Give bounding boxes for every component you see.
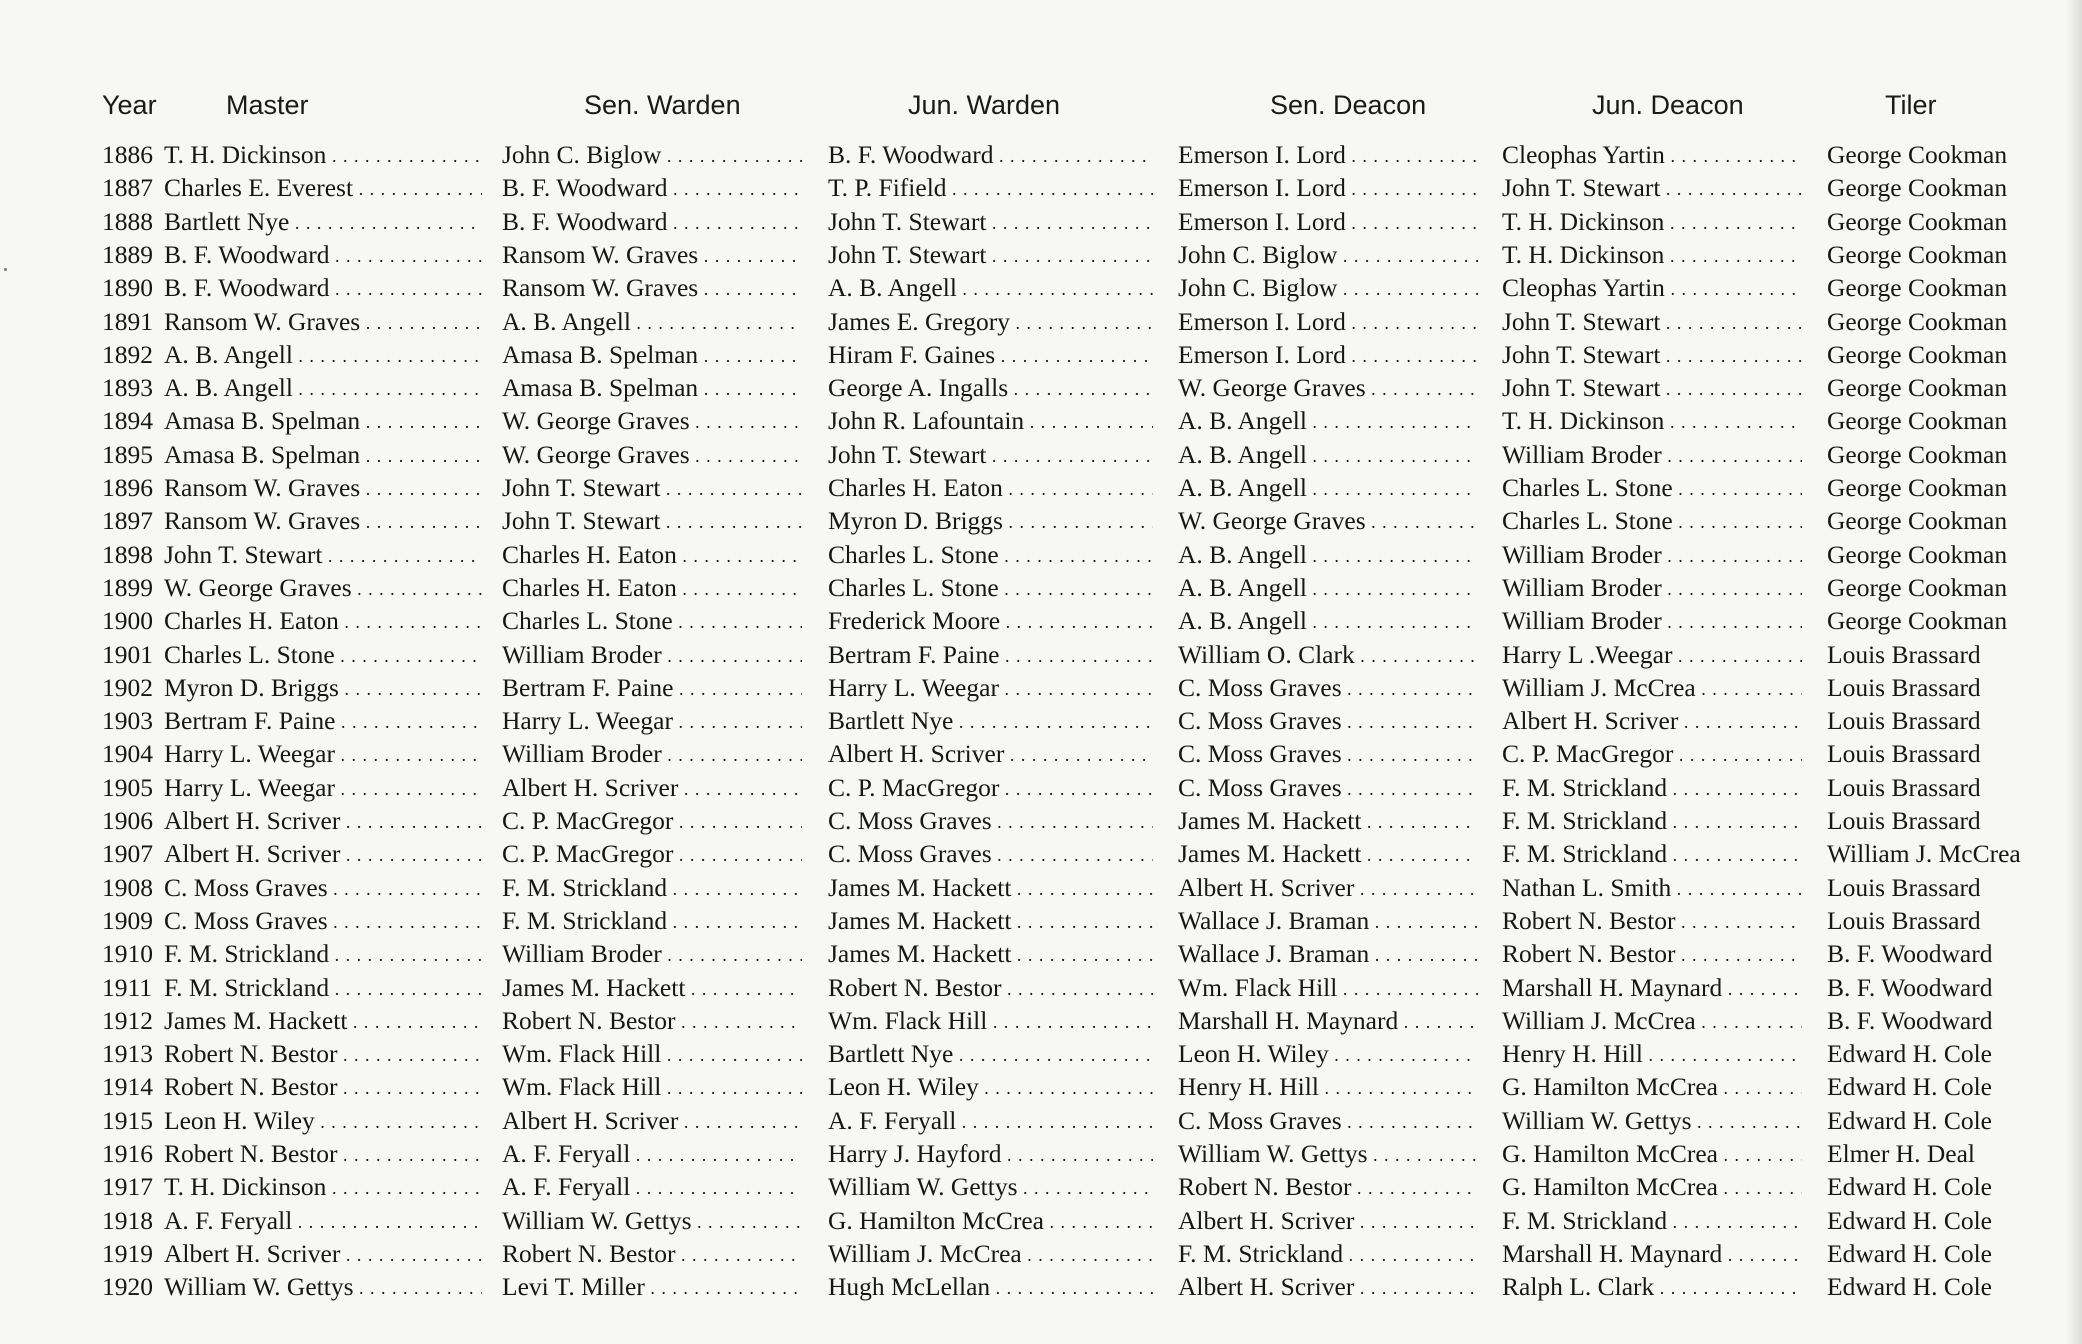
- sen-warden-cell: Levi T. Miller . . .: [502, 1270, 802, 1303]
- year-cell: 1906: [102, 806, 153, 835]
- tiler-cell: George Cookman: [1827, 173, 2008, 203]
- table-row: [0, 1070, 2082, 1103]
- jun-deacon-cell: William J. McCrea . . .: [1502, 1004, 1802, 1037]
- jun-deacon-cell: Marshall H. Maynard . . .: [1502, 1237, 1802, 1270]
- table-row: [0, 871, 2082, 904]
- year-cell: 1889: [102, 239, 153, 269]
- jun-warden-cell: Wm. Flack Hill . . .: [828, 1004, 1153, 1037]
- jun-deacon-cell: William J. McCrea . . .: [1502, 671, 1802, 704]
- table-row: [0, 438, 2082, 471]
- sen-warden-cell: B. F. Woodward . . .: [502, 171, 802, 204]
- sen-warden-cell: William Broder . . .: [502, 737, 802, 770]
- sen-deacon-cell: James M. Hackett . . .: [1178, 837, 1478, 870]
- year-cell: 1887: [102, 173, 153, 203]
- header-sen-deacon: Sen. Deacon: [1270, 90, 1427, 120]
- sen-warden-cell: Charles H. Eaton . . .: [502, 538, 802, 571]
- jun-warden-cell: Bartlett Nye . . .: [828, 1037, 1153, 1070]
- jun-warden-cell: B. F. Woodward . . .: [828, 138, 1153, 171]
- jun-deacon-cell: John T. Stewart . . .: [1502, 305, 1802, 338]
- tiler-cell: Louis Brassard: [1827, 872, 1981, 902]
- tiler-cell: Edward H. Cole: [1827, 1172, 1993, 1202]
- page-speck: [4, 268, 7, 271]
- header-master: Master: [226, 90, 309, 120]
- tiler-cell: Louis Brassard: [1827, 806, 1981, 835]
- tiler-cell: George Cookman: [1827, 373, 2008, 403]
- table-row: [0, 571, 2082, 604]
- master-cell: Charles E. Everest . . .: [164, 171, 482, 204]
- jun-warden-cell: John T. Stewart . . .: [828, 238, 1153, 271]
- jun-deacon-cell: Cleophas Yartin . . .: [1502, 138, 1802, 171]
- sen-warden-cell: William W. Gettys . . .: [502, 1204, 802, 1237]
- master-cell: Bartlett Nye . . .: [164, 205, 482, 238]
- master-cell: Harry L. Weegar . . .: [164, 771, 482, 804]
- year-cell: 1905: [102, 772, 153, 802]
- table-row: [0, 1270, 2082, 1303]
- sen-warden-cell: Amasa B. Spelman . . .: [502, 371, 802, 404]
- table-row: [0, 1170, 2082, 1203]
- master-cell: Myron D. Briggs . . .: [164, 671, 482, 704]
- master-cell: Ransom W. Graves . . .: [164, 305, 482, 338]
- jun-deacon-cell: Henry H. Hill . . .: [1502, 1037, 1802, 1070]
- sen-deacon-cell: John C. Biglow . . .: [1178, 238, 1478, 271]
- master-cell: Bertram F. Paine . . .: [164, 704, 482, 737]
- jun-deacon-cell: Ralph L. Clark . . .: [1502, 1270, 1802, 1303]
- jun-warden-cell: John R. Lafountain . . .: [828, 404, 1153, 437]
- sen-deacon-cell: A. B. Angell . . .: [1178, 604, 1478, 637]
- year-cell: 1902: [102, 672, 153, 702]
- sen-deacon-cell: C. Moss Graves . . .: [1178, 737, 1478, 770]
- jun-warden-cell: Charles L. Stone . . .: [828, 538, 1153, 571]
- tiler-cell: Louis Brassard: [1827, 706, 1981, 736]
- sen-warden-cell: B. F. Woodward . . .: [502, 205, 802, 238]
- year-cell: 1919: [102, 1238, 153, 1268]
- jun-deacon-cell: Cleophas Yartin . . .: [1502, 271, 1802, 304]
- jun-warden-cell: Albert H. Scriver . . .: [828, 737, 1153, 770]
- master-cell: A. F. Feryall . . .: [164, 1204, 482, 1237]
- year-cell: 1888: [102, 206, 153, 236]
- table-row: [0, 138, 2082, 171]
- sen-warden-cell: Charles H. Eaton . . .: [502, 571, 802, 604]
- table-row: [0, 737, 2082, 770]
- master-cell: Albert H. Scriver . . .: [164, 837, 482, 870]
- year-cell: 1920: [102, 1272, 153, 1302]
- jun-warden-cell: A. B. Angell . . .: [828, 271, 1153, 304]
- tiler-cell: B. F. Woodward: [1827, 939, 1993, 969]
- year-cell: 1898: [102, 539, 153, 569]
- table-row: [0, 704, 2082, 737]
- sen-deacon-cell: A. B. Angell . . .: [1178, 538, 1478, 571]
- jun-warden-cell: George A. Ingalls . . .: [828, 371, 1153, 404]
- table-row: [0, 305, 2082, 338]
- jun-warden-cell: C. Moss Graves . . .: [828, 804, 1153, 837]
- master-cell: T. H. Dickinson . . .: [164, 1170, 482, 1203]
- jun-warden-cell: James M. Hackett . . .: [828, 904, 1153, 937]
- master-cell: A. B. Angell . . .: [164, 338, 482, 371]
- year-cell: 1892: [102, 339, 153, 369]
- master-cell: A. B. Angell . . .: [164, 371, 482, 404]
- sen-warden-cell: Amasa B. Spelman . . .: [502, 338, 802, 371]
- sen-warden-cell: W. George Graves . . .: [502, 438, 802, 471]
- tiler-cell: George Cookman: [1827, 239, 2008, 269]
- jun-deacon-cell: Nathan L. Smith . . .: [1502, 871, 1802, 904]
- table-row: [0, 937, 2082, 970]
- year-cell: 1901: [102, 639, 153, 669]
- table-row: [0, 338, 2082, 371]
- sen-deacon-cell: C. Moss Graves . . .: [1178, 1104, 1478, 1137]
- sen-deacon-cell: A. B. Angell . . .: [1178, 404, 1478, 437]
- table-row: [0, 638, 2082, 671]
- header-year: Year: [102, 90, 157, 120]
- sen-warden-cell: James M. Hackett . . .: [502, 971, 802, 1004]
- sen-warden-cell: C. P. MacGregor . . .: [502, 837, 802, 870]
- jun-warden-cell: James E. Gregory . . .: [828, 305, 1153, 338]
- header-jun-deacon: Jun. Deacon: [1592, 90, 1744, 120]
- tiler-cell: George Cookman: [1827, 339, 2008, 369]
- jun-warden-cell: Leon H. Wiley . . .: [828, 1070, 1153, 1103]
- tiler-cell: George Cookman: [1827, 273, 2008, 303]
- tiler-cell: B. F. Woodward: [1827, 1005, 1993, 1035]
- jun-deacon-cell: Robert N. Bestor . . .: [1502, 904, 1802, 937]
- year-cell: 1916: [102, 1139, 153, 1168]
- sen-deacon-cell: Robert N. Bestor . . .: [1178, 1170, 1478, 1203]
- sen-deacon-cell: Emerson I. Lord . . .: [1178, 305, 1478, 338]
- sen-warden-cell: Albert H. Scriver . . .: [502, 771, 802, 804]
- table-header: [0, 90, 2082, 130]
- jun-warden-cell: Hugh McLellan . . .: [828, 1270, 1153, 1303]
- table-row: [0, 904, 2082, 937]
- jun-deacon-cell: G. Hamilton McCrea . . .: [1502, 1070, 1802, 1103]
- tiler-cell: Elmer H. Deal: [1827, 1139, 1975, 1168]
- sen-warden-cell: Ransom W. Graves . . .: [502, 271, 802, 304]
- sen-deacon-cell: Emerson I. Lord . . .: [1178, 171, 1478, 204]
- sen-deacon-cell: Albert H. Scriver . . .: [1178, 871, 1478, 904]
- master-cell: F. M. Strickland . . .: [164, 937, 482, 970]
- sen-warden-cell: Robert N. Bestor . . .: [502, 1237, 802, 1270]
- year-cell: 1897: [102, 506, 153, 536]
- sen-warden-cell: Bertram F. Paine . . .: [502, 671, 802, 704]
- sen-deacon-cell: C. Moss Graves . . .: [1178, 704, 1478, 737]
- tiler-cell: George Cookman: [1827, 506, 2008, 536]
- table-row: [0, 1204, 2082, 1237]
- table-row: [0, 1037, 2082, 1070]
- jun-deacon-cell: T. H. Dickinson . . .: [1502, 238, 1802, 271]
- table-row: [0, 771, 2082, 804]
- jun-deacon-cell: John T. Stewart . . .: [1502, 338, 1802, 371]
- tiler-cell: William J. McCrea: [1827, 839, 2021, 869]
- jun-deacon-cell: F. M. Strickland . . .: [1502, 771, 1802, 804]
- sen-warden-cell: William Broder . . .: [502, 937, 802, 970]
- table-row: [0, 1004, 2082, 1037]
- sen-deacon-cell: Emerson I. Lord . . .: [1178, 205, 1478, 238]
- jun-deacon-cell: William Broder . . .: [1502, 604, 1802, 637]
- tiler-cell: Edward H. Cole: [1827, 1238, 1993, 1268]
- jun-warden-cell: Myron D. Briggs . . .: [828, 504, 1153, 537]
- sen-deacon-cell: F. M. Strickland . . .: [1178, 1237, 1478, 1270]
- jun-warden-cell: William W. Gettys . . .: [828, 1170, 1153, 1203]
- tiler-cell: George Cookman: [1827, 140, 2008, 169]
- master-cell: John T. Stewart . . .: [164, 538, 482, 571]
- jun-deacon-cell: G. Hamilton McCrea . . .: [1502, 1170, 1802, 1203]
- year-cell: 1917: [102, 1172, 153, 1202]
- sen-warden-cell: W. George Graves . . .: [502, 404, 802, 437]
- jun-deacon-cell: John T. Stewart . . .: [1502, 371, 1802, 404]
- jun-deacon-cell: F. M. Strickland . . .: [1502, 837, 1802, 870]
- jun-deacon-cell: William W. Gettys . . .: [1502, 1104, 1802, 1137]
- jun-warden-cell: John T. Stewart . . .: [828, 438, 1153, 471]
- jun-deacon-cell: Charles L. Stone . . .: [1502, 504, 1802, 537]
- master-cell: Amasa B. Spelman . . .: [164, 438, 482, 471]
- table-row: [0, 804, 2082, 837]
- sen-deacon-cell: Wallace J. Braman . . .: [1178, 904, 1478, 937]
- master-cell: Leon H. Wiley . . .: [164, 1104, 482, 1137]
- year-cell: 1895: [102, 439, 153, 469]
- master-cell: James M. Hackett . . .: [164, 1004, 482, 1037]
- jun-deacon-cell: G. Hamilton McCrea . . .: [1502, 1137, 1802, 1170]
- sen-warden-cell: John T. Stewart . . .: [502, 471, 802, 504]
- master-cell: Charles L. Stone . . .: [164, 638, 482, 671]
- year-cell: 1908: [102, 872, 153, 902]
- table-row: [0, 538, 2082, 571]
- jun-deacon-cell: T. H. Dickinson . . .: [1502, 404, 1802, 437]
- year-cell: 1894: [102, 406, 153, 436]
- master-cell: C. Moss Graves . . .: [164, 904, 482, 937]
- master-cell: T. H. Dickinson . . .: [164, 138, 482, 171]
- master-cell: Charles H. Eaton . . .: [164, 604, 482, 637]
- master-cell: F. M. Strickland . . .: [164, 971, 482, 1004]
- sen-warden-cell: F. M. Strickland . . .: [502, 871, 802, 904]
- year-cell: 1909: [102, 905, 153, 935]
- master-cell: Albert H. Scriver . . .: [164, 1237, 482, 1270]
- sen-warden-cell: Wm. Flack Hill . . .: [502, 1070, 802, 1103]
- sen-warden-cell: Ransom W. Graves . . .: [502, 238, 802, 271]
- table-row: [0, 671, 2082, 704]
- tiler-cell: George Cookman: [1827, 606, 2008, 636]
- sen-warden-cell: William Broder . . .: [502, 638, 802, 671]
- jun-warden-cell: Charles H. Eaton . . .: [828, 471, 1153, 504]
- jun-warden-cell: James M. Hackett . . .: [828, 937, 1153, 970]
- tiler-cell: Louis Brassard: [1827, 739, 1981, 769]
- master-cell: Amasa B. Spelman . . .: [164, 404, 482, 437]
- jun-deacon-cell: F. M. Strickland . . .: [1502, 804, 1802, 837]
- jun-warden-cell: Harry L. Weegar . . .: [828, 671, 1153, 704]
- sen-deacon-cell: Albert H. Scriver . . .: [1178, 1204, 1478, 1237]
- tiler-cell: Edward H. Cole: [1827, 1205, 1993, 1235]
- sen-warden-cell: C. P. MacGregor . . .: [502, 804, 802, 837]
- jun-warden-cell: G. Hamilton McCrea . . .: [828, 1204, 1153, 1237]
- sen-deacon-cell: Henry H. Hill . . .: [1178, 1070, 1478, 1103]
- jun-warden-cell: T. P. Fifield . . .: [828, 171, 1153, 204]
- table-row: [0, 404, 2082, 437]
- jun-deacon-cell: Charles L. Stone . . .: [1502, 471, 1802, 504]
- page-edge: [2066, 0, 2082, 1344]
- master-cell: Harry L. Weegar . . .: [164, 737, 482, 770]
- master-cell: W. George Graves . . .: [164, 571, 482, 604]
- tiler-cell: George Cookman: [1827, 406, 2008, 436]
- master-cell: Robert N. Bestor . . .: [164, 1070, 482, 1103]
- jun-warden-cell: Harry J. Hayford . . .: [828, 1137, 1153, 1170]
- tiler-cell: George Cookman: [1827, 306, 2008, 336]
- tiler-cell: Edward H. Cole: [1827, 1272, 1993, 1302]
- jun-warden-cell: Robert N. Bestor . . .: [828, 971, 1153, 1004]
- year-cell: 1914: [102, 1072, 153, 1102]
- sen-deacon-cell: William O. Clark . . .: [1178, 638, 1478, 671]
- sen-deacon-cell: W. George Graves . . .: [1178, 504, 1478, 537]
- year-cell: 1918: [102, 1205, 153, 1235]
- tiler-cell: Edward H. Cole: [1827, 1039, 1993, 1069]
- jun-deacon-cell: C. P. MacGregor . . .: [1502, 737, 1802, 770]
- sen-warden-cell: Harry L. Weegar . . .: [502, 704, 802, 737]
- master-cell: B. F. Woodward . . .: [164, 238, 482, 271]
- jun-deacon-cell: Robert N. Bestor . . .: [1502, 937, 1802, 970]
- jun-warden-cell: C. Moss Graves . . .: [828, 837, 1153, 870]
- master-cell: Robert N. Bestor . . .: [164, 1037, 482, 1070]
- sen-warden-cell: John T. Stewart . . .: [502, 504, 802, 537]
- jun-deacon-cell: William Broder . . .: [1502, 538, 1802, 571]
- jun-warden-cell: A. F. Feryall . . .: [828, 1104, 1153, 1137]
- sen-deacon-cell: John C. Biglow . . .: [1178, 271, 1478, 304]
- jun-warden-cell: Bartlett Nye . . .: [828, 704, 1153, 737]
- jun-deacon-cell: Harry L .Weegar . . .: [1502, 638, 1802, 671]
- master-cell: Ransom W. Graves . . .: [164, 504, 482, 537]
- sen-deacon-cell: Albert H. Scriver . . .: [1178, 1270, 1478, 1303]
- table-row: [0, 837, 2082, 870]
- sen-warden-cell: A. B. Angell . . .: [502, 305, 802, 338]
- year-cell: 1899: [102, 572, 153, 602]
- tiler-cell: Louis Brassard: [1827, 672, 1981, 702]
- table-row: [0, 171, 2082, 204]
- jun-warden-cell: Bertram F. Paine . . .: [828, 638, 1153, 671]
- table-row: [0, 604, 2082, 637]
- tiler-cell: Louis Brassard: [1827, 905, 1981, 935]
- sen-deacon-cell: Wm. Flack Hill . . .: [1178, 971, 1478, 1004]
- year-cell: 1896: [102, 473, 153, 502]
- tiler-cell: George Cookman: [1827, 473, 2008, 502]
- master-cell: B. F. Woodward . . .: [164, 271, 482, 304]
- table-row: [0, 371, 2082, 404]
- sen-deacon-cell: Emerson I. Lord . . .: [1178, 338, 1478, 371]
- jun-deacon-cell: William Broder . . .: [1502, 571, 1802, 604]
- jun-warden-cell: William J. McCrea . . .: [828, 1237, 1153, 1270]
- jun-warden-cell: Frederick Moore . . .: [828, 604, 1153, 637]
- master-cell: Albert H. Scriver . . .: [164, 804, 482, 837]
- sen-deacon-cell: Leon H. Wiley . . .: [1178, 1037, 1478, 1070]
- jun-deacon-cell: Albert H. Scriver . . .: [1502, 704, 1802, 737]
- year-cell: 1907: [102, 839, 153, 869]
- tiler-cell: George Cookman: [1827, 539, 2008, 569]
- master-cell: Robert N. Bestor . . .: [164, 1137, 482, 1170]
- master-cell: William W. Gettys . . .: [164, 1270, 482, 1303]
- master-cell: C. Moss Graves . . .: [164, 871, 482, 904]
- year-cell: 1915: [102, 1105, 153, 1135]
- sen-deacon-cell: Wallace J. Braman . . .: [1178, 937, 1478, 970]
- year-cell: 1904: [102, 739, 153, 769]
- sen-deacon-cell: Emerson I. Lord . . .: [1178, 138, 1478, 171]
- year-cell: 1891: [102, 306, 153, 336]
- tiler-cell: B. F. Woodward: [1827, 972, 1993, 1002]
- year-cell: 1912: [102, 1005, 153, 1035]
- header-tiler: Tiler: [1885, 90, 1937, 120]
- sen-deacon-cell: A. B. Angell . . .: [1178, 471, 1478, 504]
- tiler-cell: Edward H. Cole: [1827, 1105, 1993, 1135]
- jun-warden-cell: Charles L. Stone . . .: [828, 571, 1153, 604]
- year-cell: 1910: [102, 939, 153, 969]
- table-row: [0, 205, 2082, 238]
- year-cell: 1911: [102, 972, 153, 1002]
- sen-deacon-cell: James M. Hackett . . .: [1178, 804, 1478, 837]
- sen-warden-cell: Charles L. Stone . . .: [502, 604, 802, 637]
- tiler-cell: George Cookman: [1827, 572, 2008, 602]
- tiler-cell: Edward H. Cole: [1827, 1072, 1993, 1102]
- sen-warden-cell: F. M. Strickland . . .: [502, 904, 802, 937]
- sen-deacon-cell: W. George Graves . . .: [1178, 371, 1478, 404]
- table-row: [0, 238, 2082, 271]
- jun-deacon-cell: F. M. Strickland . . .: [1502, 1204, 1802, 1237]
- year-cell: 1903: [102, 706, 153, 736]
- master-cell: Ransom W. Graves . . .: [164, 471, 482, 504]
- sen-deacon-cell: William W. Gettys . . .: [1178, 1137, 1478, 1170]
- year-cell: 1893: [102, 373, 153, 403]
- tiler-cell: Louis Brassard: [1827, 639, 1981, 669]
- sen-deacon-cell: A. B. Angell . . .: [1178, 571, 1478, 604]
- jun-deacon-cell: Marshall H. Maynard . . .: [1502, 971, 1802, 1004]
- jun-warden-cell: C. P. MacGregor . . .: [828, 771, 1153, 804]
- table-row: [0, 971, 2082, 1004]
- jun-warden-cell: John T. Stewart . . .: [828, 205, 1153, 238]
- table-row: [0, 471, 2082, 504]
- header-jun-warden: Jun. Warden: [908, 90, 1061, 120]
- sen-warden-cell: John C. Biglow . . .: [502, 138, 802, 171]
- jun-warden-cell: James M. Hackett . . .: [828, 871, 1153, 904]
- sen-warden-cell: A. F. Feryall . . .: [502, 1137, 802, 1170]
- sen-warden-cell: A. F. Feryall . . .: [502, 1170, 802, 1203]
- sen-deacon-cell: A. B. Angell . . .: [1178, 438, 1478, 471]
- table-row: [0, 504, 2082, 537]
- sen-warden-cell: Albert H. Scriver . . .: [502, 1104, 802, 1137]
- jun-deacon-cell: John T. Stewart . . .: [1502, 171, 1802, 204]
- tiler-cell: George Cookman: [1827, 206, 2008, 236]
- jun-deacon-cell: T. H. Dickinson . . .: [1502, 205, 1802, 238]
- table-row: [0, 1104, 2082, 1137]
- sen-deacon-cell: C. Moss Graves . . .: [1178, 671, 1478, 704]
- sen-warden-cell: Wm. Flack Hill . . .: [502, 1037, 802, 1070]
- year-cell: 1886: [102, 140, 153, 169]
- tiler-cell: George Cookman: [1827, 439, 2008, 469]
- jun-warden-cell: Hiram F. Gaines . . .: [828, 338, 1153, 371]
- year-cell: 1900: [102, 606, 153, 636]
- table-row: [0, 1237, 2082, 1270]
- jun-deacon-cell: William Broder . . .: [1502, 438, 1802, 471]
- sen-deacon-cell: Marshall H. Maynard . . .: [1178, 1004, 1478, 1037]
- table-row: [0, 271, 2082, 304]
- table-row: [0, 1137, 2082, 1170]
- year-cell: 1890: [102, 273, 153, 303]
- sen-warden-cell: Robert N. Bestor . . .: [502, 1004, 802, 1037]
- sen-deacon-cell: C. Moss Graves . . .: [1178, 771, 1478, 804]
- header-sen-warden: Sen. Warden: [584, 90, 741, 120]
- tiler-cell: Louis Brassard: [1827, 772, 1981, 802]
- year-cell: 1913: [102, 1039, 153, 1069]
